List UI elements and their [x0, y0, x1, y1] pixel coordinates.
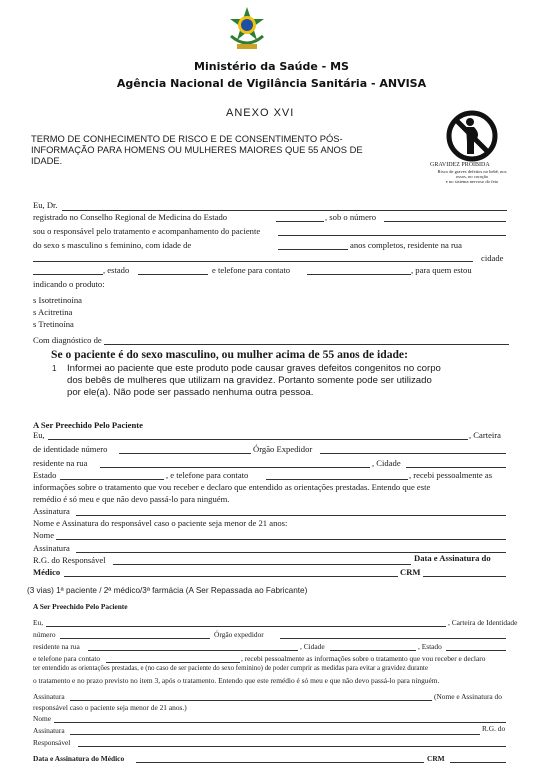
- p2-city-label: , Cidade: [300, 642, 325, 651]
- p1-orgao-label: Órgão Expedidor: [253, 444, 313, 454]
- phone-field[interactable]: [307, 274, 411, 275]
- patient-field[interactable]: [278, 235, 506, 236]
- ministry-title: Ministério da Saúde - MS: [194, 60, 349, 73]
- p1-guardian-label: Nome e Assinatura do responsável caso o paciente seja menor de 21 anos:: [33, 518, 288, 528]
- crm-number-label: , sob o número: [325, 212, 377, 222]
- agency-title: Agência Nacional de Vigilância Sanitária - ANVISA: [116, 77, 427, 90]
- p2-state-label: , Estado: [418, 642, 442, 651]
- city-field[interactable]: [33, 274, 103, 275]
- crm-state-label: registrado no Conselho Regional de Medicina do Estado: [33, 212, 228, 222]
- p2-guardian-signature-label: Assinatura: [33, 726, 65, 735]
- p2-guardian-name-label: Nome: [33, 714, 52, 723]
- p1-guardian-name-field[interactable]: [56, 539, 506, 540]
- diagnosis-label: Com diagnóstico de: [33, 335, 102, 345]
- p2-doctor-sign-field[interactable]: [136, 762, 424, 763]
- notice-text: Informei ao paciente que este produto pode causar graves defeitos congenitos no corpo dos bebês de mulheres que utilizam na gravidez. Portanto somente pode ser utilizado por ele(a). Não pode ser passado nenhuma outra pessoa.: [67, 363, 441, 398]
- p1-phone-field[interactable]: [266, 479, 408, 480]
- p2-name-field[interactable]: [46, 626, 446, 627]
- p1-phone-label: , e telefone para contato: [166, 470, 249, 480]
- product-label: indicando o produto:: [33, 279, 105, 289]
- p1-guardian-name-label: Nome: [33, 530, 55, 540]
- state-label: , estado: [103, 265, 130, 275]
- p1-street-field[interactable]: [100, 467, 370, 468]
- p1-carteira-label: , Carteira: [469, 430, 501, 440]
- p1-eu-label: Eu,: [33, 430, 45, 440]
- p2-rg-label: R.G. do: [482, 724, 506, 733]
- patient-form-heading: A Ser Preechido Pelo Paciente: [33, 420, 143, 430]
- indicating-label: , para quem estou: [411, 265, 472, 275]
- p2-responsible-field[interactable]: [78, 746, 506, 747]
- doctor-name-label: Eu, Dr.: [33, 200, 58, 210]
- p1-street-label: residente na rua: [33, 458, 88, 468]
- p2-doctor-sign-label: Data e Assinatura do Médico: [33, 754, 125, 763]
- p1-city-field[interactable]: [406, 467, 506, 468]
- sign-subtext: Risco de graves defeitos no bebê, nos ossos, no coração e no sistema nervoso do feto: [437, 169, 507, 184]
- p1-state-field[interactable]: [60, 479, 164, 480]
- p1-crm-label: CRM: [400, 567, 421, 577]
- state-field[interactable]: [138, 274, 208, 275]
- p1-doctor-sign-label: Data e Assinatura do: [414, 553, 491, 563]
- p1-received-label: , recebi pessoalmente as: [409, 470, 493, 480]
- p1-city-label: , Cidade: [372, 458, 401, 468]
- p2-phone-label: e telefone para contato: [33, 654, 101, 663]
- p1-name-field[interactable]: [48, 439, 468, 440]
- pregnancy-prohibited-sign: [424, 110, 520, 188]
- age-suffix-label: anos completos, residente na rua: [350, 240, 462, 250]
- p1-doctor-field[interactable]: [64, 576, 398, 577]
- p1-id-field[interactable]: [119, 453, 251, 454]
- p2-guardian-name-field[interactable]: [54, 722, 506, 723]
- p2-number-field[interactable]: [60, 638, 210, 639]
- p1-state-label: Estado: [33, 470, 57, 480]
- term-title: TERMO DE CONHECIMENTO DE RISCO E DE CONSENTIMENTO PÓS- INFORMAÇÃO PARA HOMENS OU MULHERES MAIORES QUE 55 ANOS DE IDADE.: [31, 133, 363, 166]
- p2-signature-field[interactable]: [70, 700, 432, 701]
- p1-rg-label: R.G. do Responsável: [33, 555, 106, 565]
- copies-note: (3 vias) 1ª paciente / 2ª médico/3ª farmácia (A Ser Repassada ao Fabricante): [27, 586, 308, 595]
- p2-orgao-field[interactable]: [280, 638, 506, 639]
- annex-title: ANEXO XVI: [226, 107, 295, 119]
- p2-name-sign-label: (Nome e Assinatura do: [434, 692, 502, 701]
- crm-number-field[interactable]: [384, 221, 506, 222]
- p1-crm-field[interactable]: [423, 576, 506, 577]
- p1-id-label: de identidade número: [33, 444, 108, 454]
- brazil-coat-of-arms-icon: [227, 6, 267, 54]
- age-field[interactable]: [278, 249, 348, 250]
- p2-orgao-label: Órgão expedidor: [214, 630, 264, 639]
- p2-carteira-label: , Carteira de Identidade: [448, 618, 518, 627]
- p1-orgao-field[interactable]: [320, 453, 506, 454]
- notice-title: Se o paciente é do sexo masculino, ou mulher acima de 55 anos de idade:: [51, 348, 408, 361]
- p2-street-field[interactable]: [88, 650, 298, 651]
- city-label: cidade: [481, 253, 504, 263]
- p2-crm-label: CRM: [427, 754, 445, 763]
- p2-text-1: ter entendido as orientações prestadas, e (no caso de ser paciente do sexo feminino) de poder cumprir as medidas para evitar a gravidez durante: [33, 665, 428, 672]
- patient-form-2-heading: A Ser Preechido Pelo Paciente: [33, 602, 128, 611]
- p2-responsible-label: Responsável: [33, 738, 71, 747]
- p2-number-label: número: [33, 630, 56, 639]
- p2-phone-field[interactable]: [106, 662, 240, 663]
- sex-age-label: do sexo s masculino s feminino, com idade de: [33, 240, 192, 250]
- p2-street-label: residente na rua: [33, 642, 80, 651]
- p2-text-2: o tratamento e no prazo previsto no item 3, após o tratamento. Entendo que este remédio é só meu e que não devo passá-lo para ninguém.: [33, 676, 440, 685]
- phone-label: e telefone para contato: [212, 265, 291, 275]
- street-field[interactable]: [33, 261, 473, 262]
- p1-signature-field[interactable]: [76, 515, 506, 516]
- p1-rg-field[interactable]: [113, 564, 411, 565]
- option-isotretinoin[interactable]: s Isotretinoína: [33, 295, 82, 305]
- p1-text-1: informações sobre o tratamento que vou receber e declaro que entendido as orientações prestadas. Entendo que este: [33, 482, 431, 492]
- doctor-name-field[interactable]: [62, 210, 507, 211]
- p2-city-field[interactable]: [330, 650, 416, 651]
- p1-signature-label: Assinatura: [33, 506, 70, 516]
- p2-crm-field[interactable]: [450, 762, 506, 763]
- p2-signature-label: Assinatura: [33, 692, 65, 701]
- p1-doctor-label: Médico: [33, 567, 61, 577]
- option-acitretin[interactable]: s Acitretina: [33, 307, 73, 317]
- responsible-label: sou o responsável pelo tratamento e acompanhamento do paciente: [33, 226, 261, 236]
- p1-guardian-signature-label: Assinatura: [33, 543, 70, 553]
- p2-eu-label: Eu,: [33, 618, 44, 627]
- option-tretinoin[interactable]: s Tretinoína: [33, 319, 74, 329]
- p1-text-2: remédio é só meu e que não devo passá-lo para ninguém.: [33, 494, 230, 504]
- p2-state-field[interactable]: [446, 650, 506, 651]
- pregnancy-prohibited-icon: [424, 110, 520, 162]
- diagnosis-field[interactable]: [104, 344, 509, 345]
- p2-received-label: , recebi pessoalmente as informações sobre o tratamento que vou receber e declaro: [241, 654, 486, 663]
- notice-number: 1: [52, 364, 57, 373]
- p2-guardian-label: responsável caso o paciente seja menor de 21 anos.): [33, 703, 187, 712]
- p2-guardian-signature-field[interactable]: [70, 734, 480, 735]
- crm-state-field[interactable]: [276, 221, 324, 222]
- sign-caption: GRAVIDEZ PROIBIDA: [430, 162, 490, 168]
